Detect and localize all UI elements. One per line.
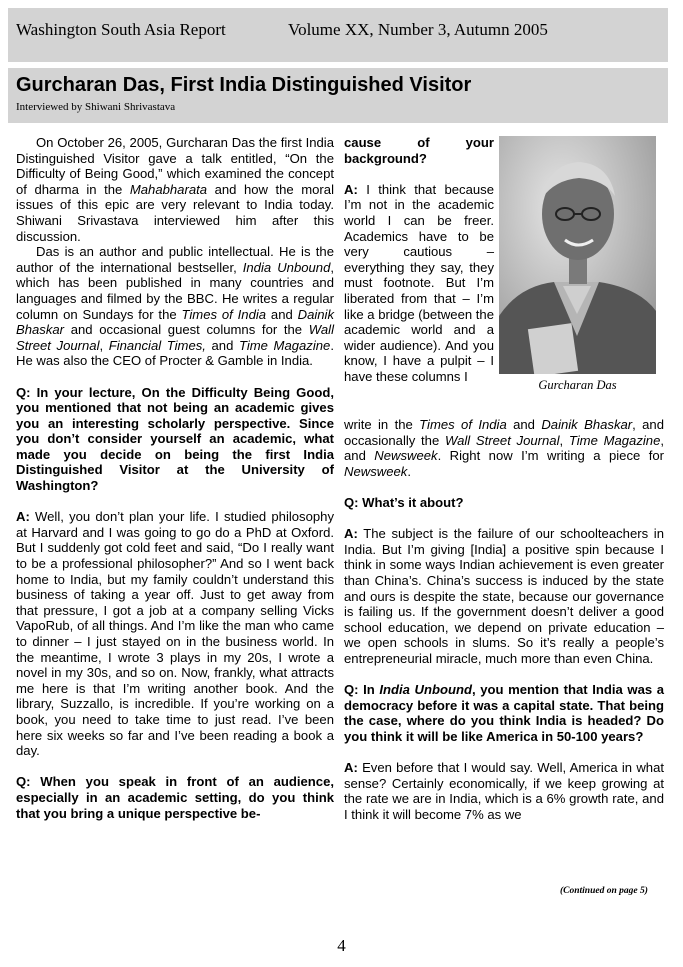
byline: Interviewed by Shiwani Shrivastava	[16, 101, 176, 113]
question: Q: In your lecture, On the Difficulty Being Good, you mentioned that not being an academic gives you an interesting scholarly perspective. Since you don’t consider yourself an academic, what made you decide on being the first India Distinguished Visitor at the University of Washington?	[16, 384, 334, 494]
answer: A: The subject is the failure of our schoolteachers in India. But I’m giving [India] a positive spin because I think in some ways Indian achievement is even greater than China’s. China’s success is induced by the state and ours is despite the state, because our governance is failing us. If the government doesn’t deliver a good school education, we depend on private education – we open schools in slums. So it’s really a people’s entrepreneurial miracle, much more than even China.	[344, 526, 664, 666]
photo-caption: Gurcharan Das	[538, 378, 617, 392]
question: Q: When you speak in front of an audience, especially in an academic setting, do you think that you bring a unique perspective be-	[16, 774, 334, 821]
article-column-right	[344, 417, 664, 822]
article-column-right-top	[344, 135, 494, 385]
answer: A: Even before that I would say. Well, America in what sense? Certainly economically, if we keep growing at the rate we are in India, which is a 6% growth rate, and I think it will become 7% as we	[344, 760, 664, 822]
article-column-left	[16, 135, 334, 821]
answer-continued: write in the Times of India and Dainik Bhaskar, and occasionally the Wall Street Journal, Time Magazine, and Newsweek. Right now I’m writing a piece for Newsweek.	[344, 417, 664, 479]
title-band	[8, 68, 668, 123]
page-header	[8, 8, 668, 62]
answer: A: I think that because I’m not in the academic world I can be freer. Academics have to be very cautious – everything they say, they must footnote. But I’m liberated from that – I’m like a bridge (between the academic world and a wider audience). And you know, I have a pulpit – I have these columns I	[344, 181, 494, 384]
page-number: 4	[337, 936, 346, 955]
paragraph: Das is an author and public intellectual. He is the author of the international bestseller, India Unbound, which has been published in many countries and languages and filmed by the BBC. He writes a regular column on Sundays for the Times of India and Dainik Bhaskar and occasional guest columns for the Wall Street Journal, Financial Times, and Time Magazine. He was also the CEO of Procter & Gamble in India.	[16, 244, 335, 369]
question: Q: In India Unbound, you mention that India was a democracy before it was a capital state. That being the case, where do you think India is headed? Do you think it will be like America in 50-100 years?	[344, 682, 665, 744]
paragraph: On October 26, 2005, Gurcharan Das the first India Distinguished Visitor gave a talk entitled, “On the Difficulty of Being Good,” which examined the concept of dharma in the Mahabharata and how the moral issues of this epic are very relevant to India today. Shiwani Srivastava interviewed him after this discussion.	[16, 135, 334, 244]
portrait-photo	[499, 136, 656, 374]
issue-info: Volume XX, Number 3, Autumn 2005	[288, 20, 548, 39]
article-title: Gurcharan Das, First India Distinguished Visitor	[16, 74, 472, 96]
answer: A: Well, you don’t plan your life. I studied philosophy at Harvard and I was going to go do a PhD at Oxford. But I suddenly got cold feet and said, “Do I really want to be a professional philosopher?” And so I went back home to India, but my family couldn’t understand this business of taking a year off. Just to get away from that pressure, I got a job at a company selling Vicks VapoRub, of all things. And I’m like the man who came to dinner – I just stayed on in the business world. In the meantime, I wrote 3 plays in my 20s, I wrote a novel in my 30s, and so on. Now, frankly, what attracts me here is that I’m writing another book. And the library, Suzzallo, is incredible. If you’re working on a book, you need to take time to just read. I’ve been here six weeks so far and I’ve been reading a book a day.	[16, 509, 334, 759]
publication-name: Washington South Asia Report	[16, 20, 226, 39]
question: Q: What’s it about?	[344, 494, 464, 510]
continued-note: (Continued on page 5)	[560, 886, 648, 896]
question-continued: cause of your background?	[344, 135, 494, 166]
